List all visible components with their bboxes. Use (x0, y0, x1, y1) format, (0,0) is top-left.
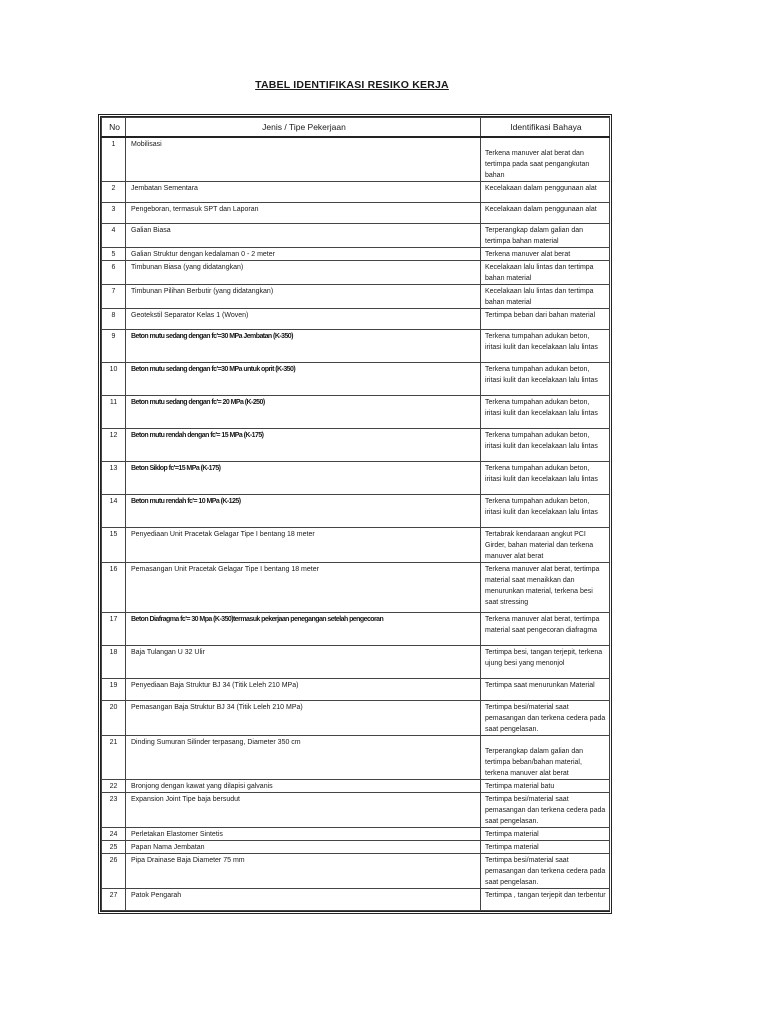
hazard-cell: Terkena tumpahan adukan beton, iritasi kulit dan kecelakaan lalu lintas (481, 429, 610, 462)
row-number: 19 (102, 679, 126, 701)
column-header-no: No (102, 118, 126, 138)
row-number: 21 (102, 736, 126, 780)
hazard-cell: Terkena tumpahan adukan beton, iritasi kulit dan kecelakaan lalu lintas (481, 330, 610, 363)
job-type-cell: Penyediaan Unit Pracetak Gelagar Tipe I bentang 18 meter (126, 528, 481, 563)
row-number: 20 (102, 701, 126, 736)
table-row (102, 330, 610, 363)
table-row (102, 563, 610, 613)
job-type-cell: Galian Biasa (126, 224, 481, 248)
row-number: 26 (102, 854, 126, 889)
row-number: 24 (102, 828, 126, 841)
job-type-cell: Beton mutu sedang dengan fc'= 20 MPa (K-250) (126, 396, 481, 429)
hazard-cell: Terkena manuver alat berat (481, 248, 610, 261)
hazard-cell: Terkena tumpahan adukan beton, iritasi kulit dan kecelakaan lalu lintas (481, 462, 610, 495)
job-type-cell: Dinding Sumuran Silinder terpasang, Diameter 350 cm (126, 736, 481, 780)
hazard-cell: Tertimpa material (481, 841, 610, 854)
table-body (102, 137, 610, 911)
table-row (102, 363, 610, 396)
table-row (102, 203, 610, 224)
row-number: 9 (102, 330, 126, 363)
row-number: 22 (102, 780, 126, 793)
document-title: TABEL IDENTIFIKASI RESIKO KERJA (255, 79, 449, 91)
hazard-cell: Terkena manuver alat berat dan tertimpa pada saat pengangkutan bahan (481, 137, 610, 182)
hazard-cell: Kecelakaan lalu lintas dan tertimpa bahan material (481, 285, 610, 309)
row-number: 1 (102, 137, 126, 182)
table-row (102, 646, 610, 679)
hazard-cell: Tertimpa , tangan terjepit dan terbentur (481, 889, 610, 911)
hazard-cell: Tertimpa besi/material saat pemasangan dan terkena cedera pada saat pengelasan. (481, 701, 610, 736)
job-type-cell: Beton mutu rendah fc'= 10 MPa (K-125) (126, 495, 481, 528)
column-header-job: Jenis / Tipe Pekerjaan (126, 118, 481, 138)
row-number: 13 (102, 462, 126, 495)
hazard-cell: Terperangkap dalam galian dan tertimpa bahan material (481, 224, 610, 248)
row-number: 18 (102, 646, 126, 679)
column-header-hazard: Identifikasi Bahaya (481, 118, 610, 138)
row-number: 2 (102, 182, 126, 203)
job-type-cell: Expansion Joint Tipe baja bersudut (126, 793, 481, 828)
hazard-cell: Tertimpa besi/material saat pemasangan dan terkena cedera pada saat pengelasan. (481, 793, 610, 828)
job-type-cell: Geotekstil Separator Kelas 1 (Woven) (126, 309, 481, 330)
job-type-cell: Penyediaan Baja Struktur BJ 34 (Titik Leleh 210 MPa) (126, 679, 481, 701)
hazard-cell: Tertabrak kendaraan angkut PCI Girder, bahan material dan terkena manuver alat berat (481, 528, 610, 563)
row-number: 23 (102, 793, 126, 828)
row-number: 15 (102, 528, 126, 563)
table-row (102, 182, 610, 203)
row-number: 3 (102, 203, 126, 224)
job-type-cell: Patok Pengarah (126, 889, 481, 911)
hazard-cell: Terkena tumpahan adukan beton, iritasi kulit dan kecelakaan lalu lintas (481, 495, 610, 528)
job-type-cell: Pengeboran, termasuk SPT dan Laporan (126, 203, 481, 224)
risk-identification-table (101, 117, 610, 911)
table-row (102, 495, 610, 528)
table-row (102, 828, 610, 841)
hazard-cell: Tertimpa beban dari bahan material (481, 309, 610, 330)
table-row (102, 701, 610, 736)
row-number: 11 (102, 396, 126, 429)
table-row (102, 679, 610, 701)
row-number: 5 (102, 248, 126, 261)
row-number: 7 (102, 285, 126, 309)
table-row (102, 528, 610, 563)
table-row (102, 137, 610, 182)
job-type-cell: Papan Nama Jembatan (126, 841, 481, 854)
hazard-cell: Kecelakaan lalu lintas dan tertimpa bahan material (481, 261, 610, 285)
table-row (102, 854, 610, 889)
job-type-cell: Beton Siklop fc'=15 MPa (K-175) (126, 462, 481, 495)
hazard-cell: Kecelakaan dalam penggunaan alat (481, 203, 610, 224)
table-row (102, 780, 610, 793)
row-number: 27 (102, 889, 126, 911)
row-number: 12 (102, 429, 126, 462)
table-row (102, 309, 610, 330)
row-number: 10 (102, 363, 126, 396)
job-type-cell: Baja Tulangan U 32 Ulir (126, 646, 481, 679)
table-row (102, 248, 610, 261)
row-number: 16 (102, 563, 126, 613)
table-header-row (102, 118, 610, 138)
table-row (102, 224, 610, 248)
job-type-cell: Jembatan Sementara (126, 182, 481, 203)
risk-table-frame (98, 114, 612, 914)
table-row (102, 261, 610, 285)
hazard-cell: Terperangkap dalam galian dan tertimpa beban/bahan material, terkena manuver alat berat (481, 736, 610, 780)
hazard-cell: Terkena tumpahan adukan beton, iritasi kulit dan kecelakaan lalu lintas (481, 396, 610, 429)
table-row (102, 841, 610, 854)
job-type-cell: Beton Diafragma fc'= 30 Mpa (K-350)termasuk pekerjaan penegangan setelah pengecoran (126, 613, 481, 646)
table-row (102, 462, 610, 495)
row-number: 6 (102, 261, 126, 285)
job-type-cell: Pemasangan Unit Pracetak Gelagar Tipe I bentang 18 meter (126, 563, 481, 613)
job-type-cell: Pipa Drainase Baja Diameter 75 mm (126, 854, 481, 889)
row-number: 25 (102, 841, 126, 854)
row-number: 17 (102, 613, 126, 646)
hazard-cell: Terkena tumpahan adukan beton, iritasi kulit dan kecelakaan lalu lintas (481, 363, 610, 396)
job-type-cell: Beton mutu sedang dengan fc'=30 MPa untuk oprit (K-350) (126, 363, 481, 396)
hazard-cell: Terkena manuver alat berat, tertimpa material saat menaikkan dan menurunkan material, terkena besi saat stressing (481, 563, 610, 613)
hazard-cell: Tertimpa material batu (481, 780, 610, 793)
job-type-cell: Beton mutu rendah dengan fc'= 15 MPa (K-175) (126, 429, 481, 462)
hazard-cell: Tertimpa saat menurunkan Material (481, 679, 610, 701)
hazard-cell: Tertimpa besi/material saat pemasangan dan terkena cedera pada saat pengelasan. (481, 854, 610, 889)
job-type-cell: Timbunan Biasa (yang didatangkan) (126, 261, 481, 285)
hazard-cell: Tertimpa material (481, 828, 610, 841)
table-row (102, 613, 610, 646)
table-row (102, 889, 610, 911)
job-type-cell: Mobilisasi (126, 137, 481, 182)
table-row (102, 793, 610, 828)
hazard-cell: Kecelakaan dalam penggunaan alat (481, 182, 610, 203)
job-type-cell: Galian Struktur dengan kedalaman 0 - 2 meter (126, 248, 481, 261)
table-row (102, 429, 610, 462)
hazard-cell: Terkena manuver alat berat, tertimpa material saat pengecoran diafragma (481, 613, 610, 646)
job-type-cell: Beton mutu sedang dengan fc'=30 MPa Jembatan (K-350) (126, 330, 481, 363)
table-row (102, 736, 610, 780)
table-row (102, 396, 610, 429)
row-number: 8 (102, 309, 126, 330)
job-type-cell: Perletakan Elastomer Sintetis (126, 828, 481, 841)
job-type-cell: Bronjong dengan kawat yang dilapisi galvanis (126, 780, 481, 793)
row-number: 4 (102, 224, 126, 248)
table-row (102, 285, 610, 309)
job-type-cell: Timbunan Pilihan Berbutir (yang didatangkan) (126, 285, 481, 309)
hazard-cell: Tertimpa besi, tangan terjepit, terkena ujung besi yang menonjol (481, 646, 610, 679)
job-type-cell: Pemasangan Baja Struktur BJ 34 (Titik Leleh 210 MPa) (126, 701, 481, 736)
row-number: 14 (102, 495, 126, 528)
